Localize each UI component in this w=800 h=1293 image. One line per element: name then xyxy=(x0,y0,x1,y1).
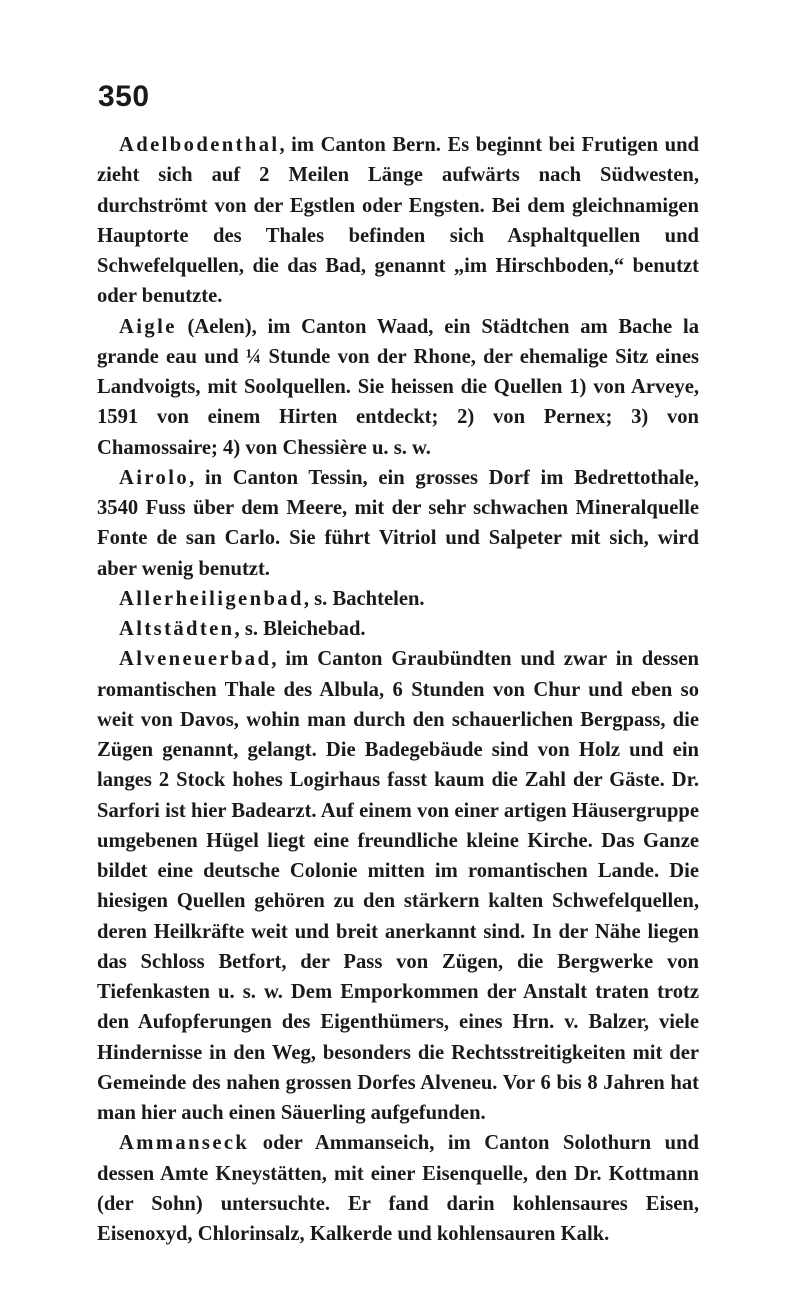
entry-allerheiligenbad xyxy=(97,584,699,614)
entry-ammanseck xyxy=(97,1128,699,1249)
entry-text: , s. Bachtelen. xyxy=(303,587,425,610)
page-number: 350 xyxy=(98,80,150,113)
entry-headword: Ammanseck xyxy=(119,1132,250,1155)
entry-headword: Airolo xyxy=(119,466,190,489)
entry-headword: Altstädten xyxy=(119,618,235,640)
entry-headword: Aigle xyxy=(119,315,177,338)
entry-text: , im Canton Graubündten und zwar in dessen romantischen Thale des Albula, 6 Stunden von Chur und eben so weit von Davos, wohin man durch den schauerlichen Bergpass, die Zügen genannt, gelangt. Die Badegebäude sind von Holz und ein langes 2 Stock hohes Logirhaus fasst kaum die Zahl der Gäste. Dr. Sarfori ist hier Badearzt. Auf einem von einer artigen Häusergruppe umgebenen Hügel liegt eine freundliche kleine Kirche. Das Ganze bildet eine deutsche Colonie mitten im romantischen Lande. Die hiesigen Quellen gehören zu den stärkern kalten Schwefelquellen, deren Heilkräfte weit und breit anerkannt sind. In der Nähe liegen das Schloss Betfort, der Pass von Zügen, die Bergwerke von Tiefenkasten u. s. w. Dem Emporkommen der Anstalt traten trotz den Aufopferungen des Eigenthümers, eines Hrn. v. Balzer, viele Hindernisse in den Weg, besonders die Rechtsstreitigkeiten mit der Gemeinde des nahen grossen Dorfes Alveneu. Vor 6 bis 8 Jahren hat man hier auch einen Säuerling aufgefunden. xyxy=(97,648,699,1124)
entry-text: (Aelen), im Canton Waad, ein Städtchen am Bache la grande eau und ¼ Stunde von der Rhone, der ehemalige Sitz eines Landvoigts, mit Soolquellen. Sie heissen die Quellen 1) von Arveye, 1591 von einem Hirten entdeckt; 2) von Pernex; 3) von Chamossaire; 4) von Chessière u. s. w. xyxy=(97,315,699,459)
entry-adelbodenthal xyxy=(97,130,699,312)
entry-text: , in Canton Tessin, ein grosses Dorf im Bedrettothale, 3540 Fuss über dem Meere, mit der sehr schwachen Mineralquelle Fonte de san Carlo. Sie führt Vitriol und Salpeter mit sich, wird aber wenig benutzt. xyxy=(97,466,699,580)
entry-text: , im Canton Bern. Es beginnt bei Frutigen und zieht sich auf 2 Meilen Länge aufwärts nach Südwesten, durchströmt von der Egstlen oder Engsten. Bei dem gleichnamigen Hauptorte des Thales befinden sich Asphaltquellen und Schwefelquellen, die das Bad, genannt „im Hirschboden,“ benutzt oder benutzte. xyxy=(97,134,699,308)
entry-aigle xyxy=(97,312,699,463)
entry-headword: Allerheiligenbad xyxy=(119,587,304,610)
entry-text: oder Ammanseich, im Canton Solothurn und dessen Amte Kneystätten, mit einer Eisenquelle, den Dr. Kottmann (der Sohn) untersuchte. Er fand darin kohlensaures Eisen, Eisenoxyd, Chlorinsalz, Kalkerde und kohlensauren Kalk. xyxy=(97,1132,699,1245)
entry-airolo xyxy=(97,463,699,584)
entry-headword: Adelbodenthal xyxy=(119,134,280,156)
text-body xyxy=(97,130,699,1249)
entry-text: , s. Bleichebad. xyxy=(234,618,366,640)
entry-alveneuerbad xyxy=(97,644,699,1128)
entry-altstaedten xyxy=(97,614,699,644)
entry-headword: Alveneuerbad xyxy=(119,648,272,671)
